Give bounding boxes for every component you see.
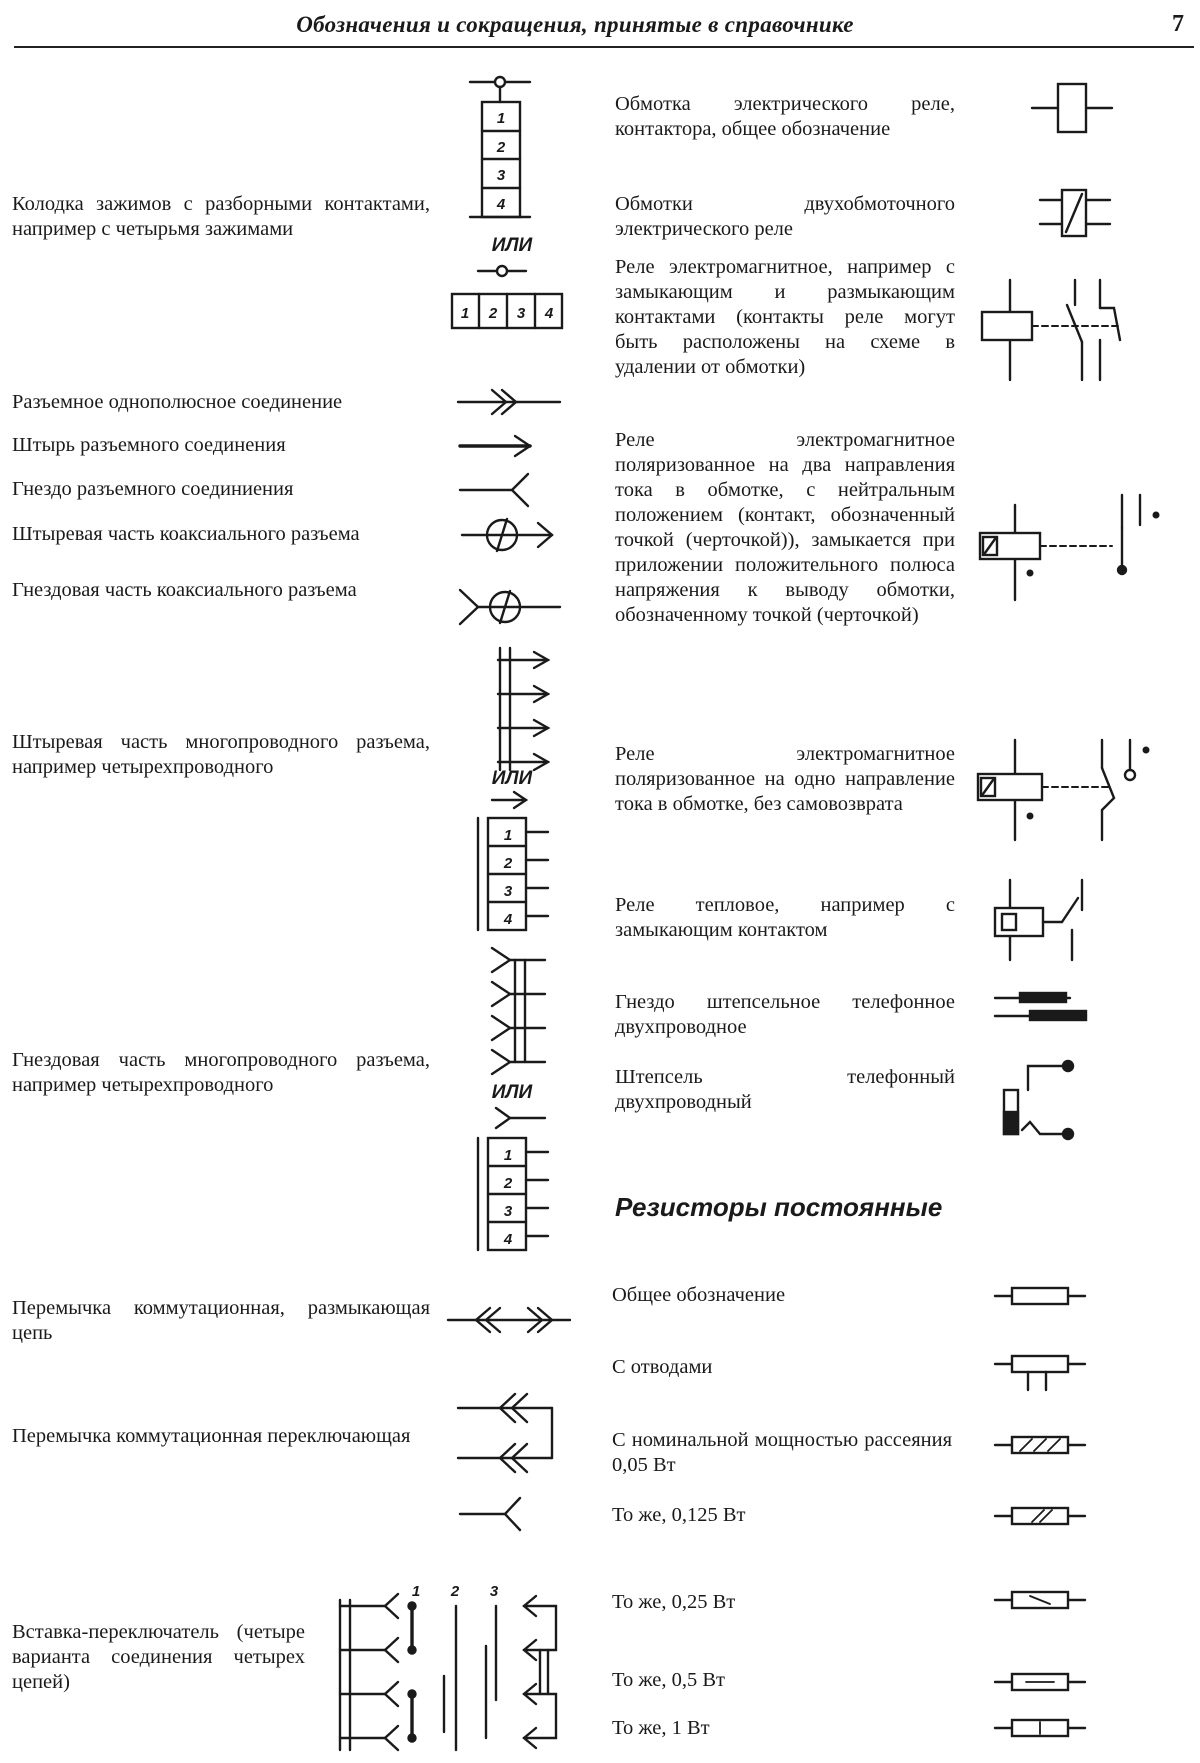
pin-symbol [460,436,530,456]
label-relay-coil: Обмотка электрического реле, контактора, общее обозначение [615,93,955,140]
label-jack: Гнездо штепсельное телефонное двухпроводное [615,991,955,1038]
resistor-general-symbol [995,1288,1085,1304]
jumper-open-symbol [448,1308,570,1332]
label-jumper-switch: Перемычка коммутационная переключающая [12,1425,411,1447]
relay-coil-symbol [1032,84,1112,132]
section-title-resistors: Резисторы постоянные [615,1192,943,1222]
label-resistor-general: Общее обозначение [612,1284,786,1306]
page-number: 7 [1172,11,1184,37]
relay-polar-one-symbol [978,740,1150,840]
terminal-h-num-2: 2 [488,305,498,322]
or-word-1: ИЛИ [491,235,533,256]
multi-pin-num-2: 2 [503,855,513,872]
label-multi-pin: Штыревая часть многопроводного разъема, например четырехпроводного [12,731,430,778]
multi-pin-num-3: 3 [503,883,513,900]
label-plug: Штепсель телефонный двухпроводный [615,1066,955,1113]
label-terminal-block: Колодка зажимов с разборными контактами, например с четырьмя зажимами [12,193,430,240]
resistor-p025-symbol [995,1592,1085,1608]
label-relay-thermal: Реле тепловое, например с замыкающим контактом [615,894,955,941]
multi-pin-num-4: 4 [503,911,513,928]
multi-pin-bundle-symbol [498,648,548,770]
or-word-3: ИЛИ [491,1082,533,1103]
terminal-block-horizontal-symbol [452,266,562,328]
label-jumper-open: Перемычка коммутационная, размыкающая цепь [12,1297,430,1344]
page-header-title: Обозначения и сокращения, принятые в справочнике [296,12,854,37]
terminal-num-2: 2 [496,139,506,156]
multi-socket-num-1: 1 [503,1147,513,1164]
terminal-num-3: 3 [496,167,506,184]
label-relay-polar-one: Реле электромагнитное поляризованное на одно направление тока в обмотке, без самовозврата [615,743,955,815]
label-insert-switch: Вставка-переключатель (четыре варианта соединения четырех цепей) [12,1621,305,1693]
label-resistor-taps: С отводами [612,1356,713,1378]
coax-socket-symbol [460,590,560,624]
resistor-p0125-symbol [995,1508,1085,1524]
label-relay-coil-double: Обмотки двухобмоточного электрического реле [615,193,955,240]
multi-pin-numbered-symbol [478,792,548,930]
label-socket: Гнездо разъемного соединиения [12,478,294,500]
jack-symbol [995,993,1086,1020]
socket-symbol [460,474,528,506]
multi-pin-num-1: 1 [503,827,513,844]
resistor-p005-symbol [995,1437,1085,1453]
terminal-h-num-3: 3 [516,305,526,322]
label-plug-socket-single: Разъемное однополюсное соединение [12,391,343,413]
or-word-2: ИЛИ [491,768,533,789]
multi-socket-num-2: 2 [503,1175,513,1192]
label-resistor-p005: С номинальной мощностью рассеяния 0,05 Вт [612,1429,952,1476]
coax-pin-symbol [462,519,552,551]
terminal-num-4: 4 [496,196,506,213]
label-multi-socket: Гнездовая часть многопроводного разъема, например четырехпроводного [12,1049,430,1096]
insert-switch-symbol [340,1583,556,1750]
resistor-p05-symbol [995,1674,1085,1690]
label-resistor-p1: То же, 1 Вт [612,1717,710,1739]
label-resistor-p05: То же, 0,5 Вт [612,1669,725,1691]
terminal-block-vertical-symbol [470,77,530,217]
label-resistor-p0125: То же, 0,125 Вт [612,1504,746,1526]
plug-socket-single-symbol [458,390,560,414]
label-relay-em: Реле электромагнитное, например с замыкающим и размыкающим контактами (контакты реле могут быть расположены на схеме в удалении от обмотки) [615,256,955,378]
relay-thermal-symbol [995,880,1082,960]
multi-socket-bundle-symbol [492,948,545,1074]
relay-em-symbol [982,280,1120,380]
label-coax-socket: Гнездовая часть коаксиального разъема [12,579,357,601]
terminal-h-num-1: 1 [460,305,470,322]
multi-socket-num-4: 4 [503,1231,513,1248]
insert-num-2: 2 [450,1583,460,1600]
plug-symbol [1004,1061,1073,1139]
multi-socket-numbered-symbol [478,1108,548,1250]
relay-polar-two-symbol [980,495,1160,600]
relay-coil-double-symbol [1040,190,1110,236]
terminal-h-num-4: 4 [544,305,554,322]
resistor-taps-symbol [995,1356,1085,1390]
insert-num-3: 3 [489,1583,499,1600]
jumper-switch-symbol [458,1394,552,1530]
label-pin: Штырь разъемного соединения [12,434,286,456]
terminal-num-1: 1 [496,110,506,127]
label-resistor-p025: То же, 0,25 Вт [612,1591,736,1613]
label-relay-polar-two: Реле электромагнитное поляризованное на два направления тока в обмотке, с нейтральным положением (контакт, обозначенный точкой (черточкой)), замыкается при приложении положительного полюса напряжения к выводу обмотки, обозначенному точкой (черточкой) [615,429,955,626]
multi-socket-num-3: 3 [503,1203,513,1220]
insert-num-1: 1 [411,1583,421,1600]
label-coax-pin: Штыревая часть коаксиального разъема [12,523,360,545]
resistor-p1-symbol [995,1720,1085,1736]
